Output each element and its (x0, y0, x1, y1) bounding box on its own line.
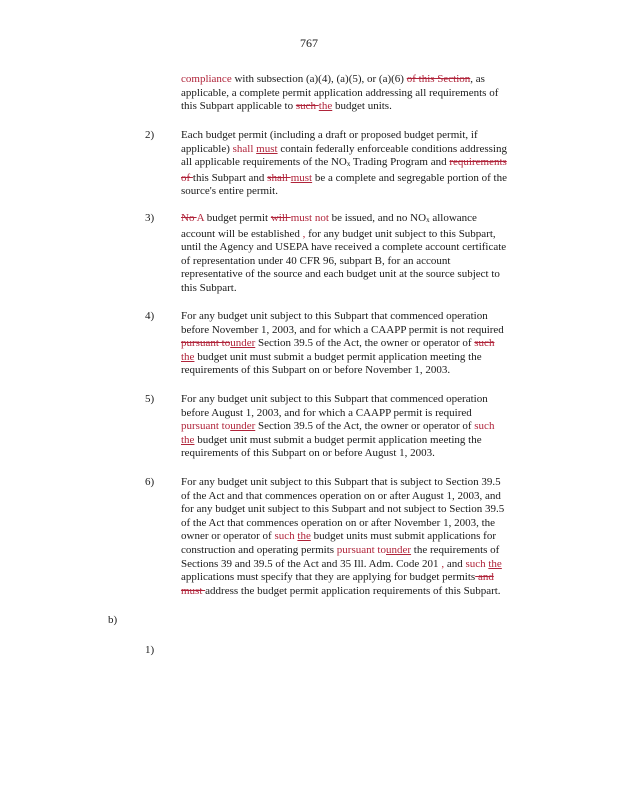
text-line (181, 530, 504, 544)
inserted-underlined-text: the (181, 350, 195, 363)
text-line (181, 129, 507, 143)
text-line (181, 324, 504, 338)
text-line (181, 337, 504, 351)
text-run: Each budget permit (including a draft or proposed budget permit, if (181, 129, 478, 141)
text-line (181, 490, 504, 504)
inserted-text: must not (290, 212, 329, 224)
text-line (181, 558, 504, 572)
text-line (181, 268, 506, 282)
text-line (181, 172, 507, 186)
text-run: allowance (429, 212, 477, 224)
text-run: be issued, and no NO (328, 212, 427, 224)
text-run: for any budget unit subject to this Subpart, (305, 227, 496, 240)
text-run: this Subpart. (181, 281, 237, 294)
text-run: applicable, a complete permit application addressing all requirements of (181, 86, 499, 99)
text-line (181, 434, 494, 448)
item-label-6: 6) (145, 476, 155, 488)
text-line (181, 447, 494, 461)
deleted-text: and (475, 571, 494, 584)
inserted-text: , (299, 227, 306, 240)
text-run: Trading Program and (350, 156, 450, 169)
text-line (181, 544, 504, 558)
text-run: construction and operating permits (181, 543, 337, 556)
inserted-underlined-text: must (290, 171, 313, 184)
item-text-5 (181, 393, 494, 461)
subscript: x (346, 160, 351, 169)
text-run: source's entire permit. (181, 185, 278, 198)
item-text-2 (181, 129, 507, 199)
text-run: Section 39.5 of the Act, the owner or operator of (255, 337, 475, 350)
text-line (181, 255, 506, 269)
item-label-4: 4) (145, 310, 155, 322)
text-run: for any budget unit subject to this Subpart and not subject to Section 39.5 (181, 503, 505, 516)
deleted-text: No (181, 212, 197, 224)
deleted-text: of (181, 171, 193, 184)
inserted-text: compliance (181, 73, 232, 85)
text-line (181, 212, 506, 228)
text-run: requirements of this Subpart on or before August 1, 2003. (181, 447, 435, 460)
text-run: For any budget unit subject to this Subpart that commenced operation (181, 310, 488, 322)
text-run: and (444, 557, 466, 570)
inserted-text: pursuant to (336, 543, 386, 556)
text-line (181, 73, 498, 87)
text-run: account will be established (181, 227, 300, 240)
text-run: representative of the source and each budget unit at the source subject to (181, 268, 500, 281)
text-run: budget units. (332, 100, 392, 113)
inserted-underlined-text: the (297, 530, 311, 543)
text-line (181, 476, 504, 490)
inserted-text: pursuant to (181, 420, 231, 433)
inserted-text: such (274, 530, 295, 543)
item-text-4 (181, 310, 504, 378)
inserted-text: shall (232, 142, 254, 155)
inserted-text: such (465, 557, 486, 570)
deleted-text: requirements (449, 156, 507, 169)
inserted-text: , (438, 557, 445, 570)
text-line (181, 100, 498, 114)
text-line (181, 517, 504, 531)
text-run: with subsection (a)(4), (a)(5), or (a)(6) (231, 73, 407, 85)
text-line (181, 185, 507, 199)
text-run: applicable) (181, 142, 233, 155)
text-run: before November 1, 2003, and for which a CAAPP permit is not required (181, 323, 504, 336)
inserted-underlined-text: the (318, 100, 333, 113)
text-run: of representation under 40 CFR 96, subpart B, for an account (181, 254, 451, 267)
item-b1-label: 1) (145, 644, 155, 656)
deleted-text: shall (267, 171, 291, 184)
text-line (181, 351, 504, 365)
text-run: of the Act and that commences operation on or after August 1, 2003, and (181, 489, 501, 502)
page-number: 767 (300, 36, 318, 50)
deleted-text: will (270, 212, 291, 224)
text-line (181, 156, 507, 172)
text-line (181, 87, 498, 101)
deleted-text: such (474, 337, 495, 350)
section-b-label: b) (108, 614, 118, 626)
item-text-6 (181, 476, 504, 598)
text-line (181, 282, 506, 296)
deleted-text: must (181, 584, 206, 597)
text-run: For any budget unit subject to this Subpart that commenced operation (181, 393, 488, 405)
subscript: x (426, 216, 430, 224)
text-run: requirements of this Subpart on or before November 1, 2003. (181, 364, 451, 377)
inserted-underlined-text: the (488, 557, 502, 570)
inserted-underlined-text: under (230, 337, 256, 350)
text-run: owner or operator of (181, 530, 275, 543)
text-run: budget permit (203, 212, 271, 224)
text-run: all applicable requirements of the NO (181, 156, 347, 169)
text-run: until the Agency and USEPA have received a complete account certificate (181, 241, 507, 254)
text-run: budget unit must submit a budget permit application meeting the (194, 433, 482, 446)
text-line (181, 241, 506, 255)
text-run: the requirements of (411, 543, 500, 556)
deleted-text: of this Section (406, 73, 471, 85)
text-run: budget units must submit applications for (310, 530, 496, 543)
text-line (181, 420, 494, 434)
inserted-text: A (196, 212, 204, 224)
text-run: applications must specify that they are applying for budget permits (181, 571, 476, 584)
text-line (181, 503, 504, 517)
text-line (181, 571, 504, 585)
text-run: this Subpart and (192, 171, 268, 184)
text-run: this Subpart applicable to (181, 100, 296, 113)
text-run: budget unit must submit a budget permit application meeting the (194, 350, 482, 363)
text-line (181, 585, 504, 599)
text-run: Section 39.5 of the Act, the owner or operator of (255, 420, 475, 433)
text-run: before August 1, 2003, and for which a CAAPP permit is required (181, 406, 472, 419)
text-run: , as (470, 73, 485, 85)
text-run: be a complete and segregable portion of the (312, 171, 507, 184)
text-run: address the budget permit application requirements of this Subpart. (205, 584, 501, 597)
inserted-text: such (474, 420, 495, 433)
text-line (181, 143, 507, 157)
item-label-3: 3) (145, 212, 155, 224)
item-text-3 (181, 212, 506, 296)
text-line (181, 407, 494, 421)
text-run: For any budget unit subject to this Subpart that is subject to Section 39.5 (181, 476, 501, 488)
inserted-underlined-text: the (181, 433, 195, 446)
item-label-5: 5) (145, 393, 155, 405)
text-line (181, 393, 494, 407)
deleted-text: such (295, 100, 319, 113)
inserted-underlined-text: under (230, 420, 256, 433)
inserted-underlined-text: must (256, 142, 278, 155)
item-label-2: 2) (145, 129, 155, 141)
deleted-text: pursuant to (181, 337, 231, 350)
continuation-paragraph (181, 73, 498, 114)
text-run: of the Act that commences operation on or after November 1, 2003, the (181, 516, 496, 529)
text-line (181, 364, 504, 378)
text-run: contain federally enforceable conditions addressing (277, 142, 507, 155)
inserted-underlined-text: under (386, 543, 412, 556)
text-run: Sections 39 and 39.5 of the Act and 35 Ill. Adm. Code 201 (181, 557, 439, 570)
text-line (181, 228, 506, 242)
text-line (181, 310, 504, 324)
